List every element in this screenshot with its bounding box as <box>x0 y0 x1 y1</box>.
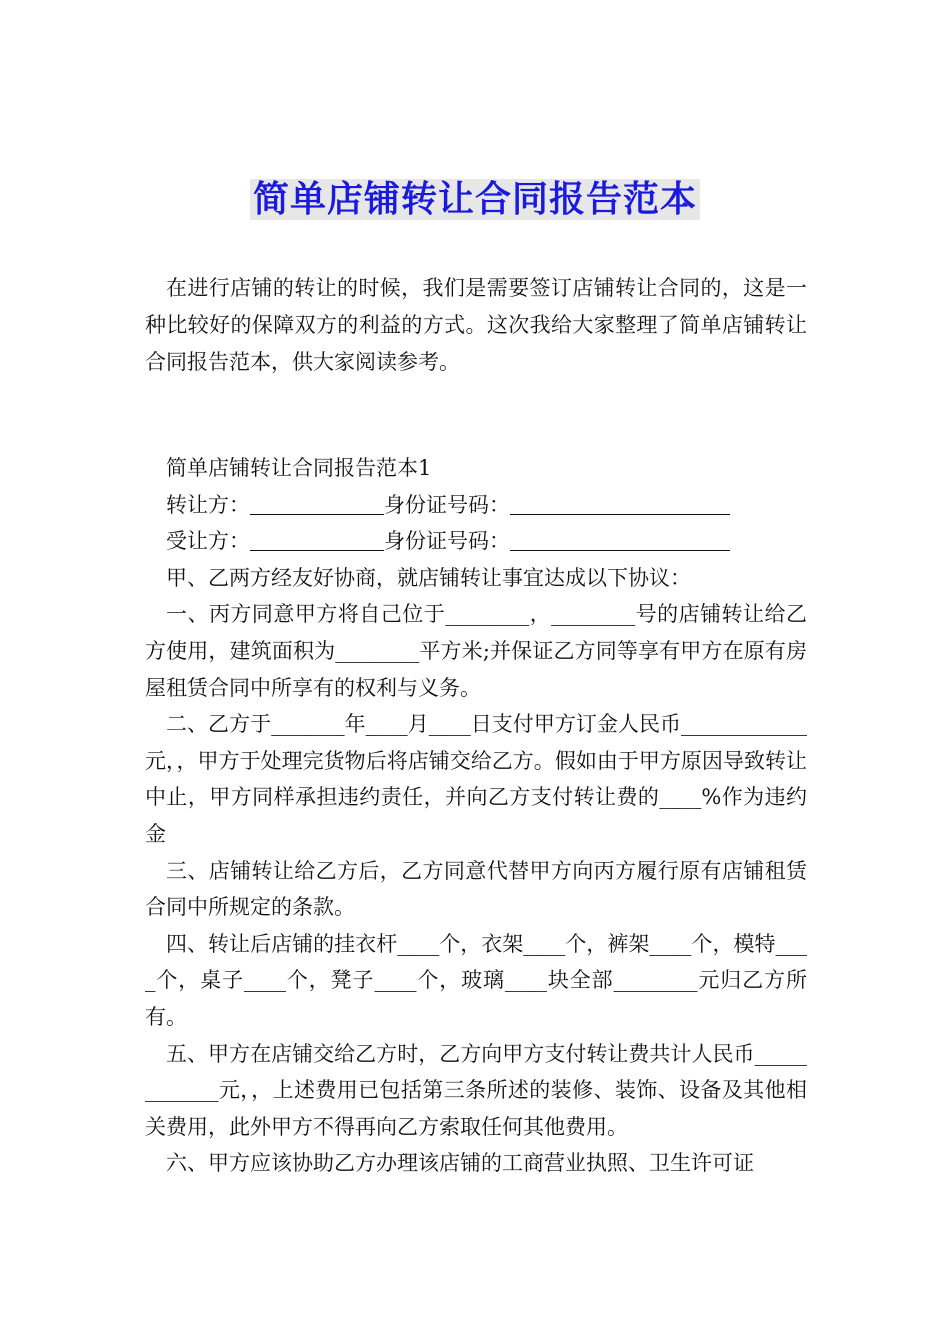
clause-6: 六、甲方应该协助乙方办理该店铺的工商营业执照、卫生许可证 <box>166 1151 754 1176</box>
transferee-line <box>145 523 807 560</box>
intro-paragraph: 在进行店铺的转让的时候，我们是需要签订店铺转让合同的，这是一种比较好的保障双方的利益的方式。这次我给大家整理了简单店铺转让合同报告范本，供大家阅读参考。 <box>145 276 807 374</box>
transferor-name-blank <box>250 493 384 515</box>
transferee-name-blank <box>250 529 384 551</box>
clause-1: 一、丙方同意甲方将自己位于________，________号的店铺转让给乙方使用，建筑面积为________平方米;并保证乙方同等享有甲方在原有房屋租赁合同中所享有的权利与义务。 <box>145 602 807 700</box>
transferor-id-blank <box>510 493 730 515</box>
section-heading: 简单店铺转让合同报告范本1 <box>166 456 432 480</box>
intro-block <box>145 270 807 381</box>
clause-5: 五、甲方在店铺交给乙方时，乙方向甲方支付转让费共计人民币____________元，，上述费用已包括第三条所述的装修、装饰、设备及其他相关费用，此外甲方不得再向乙方索取任何其他费用。 <box>145 1041 807 1139</box>
document-title-text: 简单店铺转让合同报告范本 <box>250 179 700 220</box>
transferor-line <box>145 487 807 524</box>
transferee-id-blank <box>510 529 730 551</box>
clause-3: 三、店铺转让给乙方后，乙方同意代替甲方向丙方履行原有店铺租赁合同中所规定的条款。 <box>145 858 807 920</box>
transferee-label: 受让方： <box>166 529 250 554</box>
clause-4: 四、转让后店铺的挂衣杆____个，衣架____个，裤架____个，模特____个，桌子____个，凳子____个，玻璃____块全部________元归乙方所有。 <box>145 931 807 1029</box>
transferor-id-label: 身份证号码： <box>384 492 510 517</box>
transferee-id-label: 身份证号码： <box>384 529 510 554</box>
document-title <box>0 178 950 222</box>
transferor-label: 转让方： <box>166 492 250 517</box>
contract-body <box>145 450 807 1182</box>
clause-preamble: 甲、乙两方经友好协商，就店铺转让事宜达成以下协议： <box>166 565 691 590</box>
clause-2: 二、乙方于_______年____月____日支付甲方订金人民币____________元，，甲方于处理完货物后将店铺交给乙方。假如由于甲方原因导致转让中止，甲方同样承担违约责任，并向乙方支付转让费的____%作为违约金 <box>145 712 807 846</box>
